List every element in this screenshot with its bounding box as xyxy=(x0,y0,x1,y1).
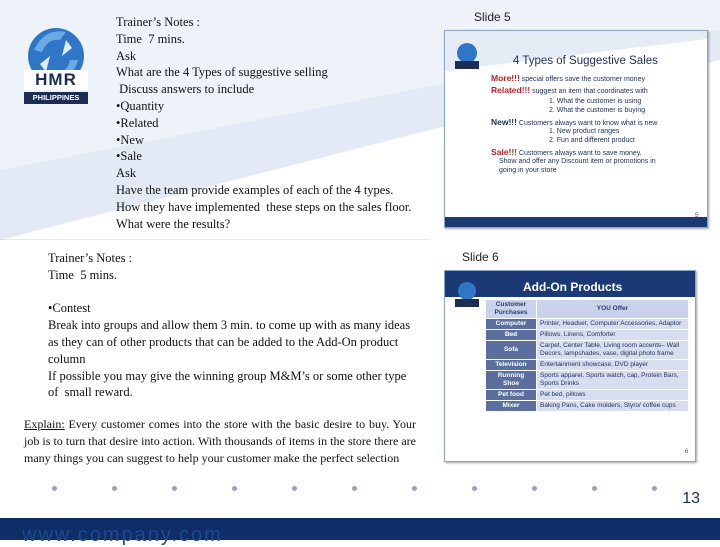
notes2-line: Break into groups and allow them 3 min. to come up with as many ideas as they can of other products that can be added to the Add-On product column xyxy=(48,318,414,366)
notes2-line: Time 5 mins. xyxy=(48,267,118,282)
notes1-line: •Sale xyxy=(116,149,142,164)
table-cell: Printer, Headset, Computer Accessories, Adaptor xyxy=(537,319,689,330)
table-cell: Sofa xyxy=(486,341,537,360)
slide-5-text: going in your store xyxy=(499,167,557,174)
table-header: YOU Offer xyxy=(537,300,689,319)
slide-5-text: 1. New product ranges xyxy=(549,128,620,135)
slide-5-keyword: Sale!!! xyxy=(491,147,517,157)
table-cell: Pet food xyxy=(486,390,537,401)
notes1-line: •New xyxy=(116,132,144,147)
table-cell: Bed xyxy=(486,330,537,341)
notes1-line: Discuss answers to include xyxy=(116,82,255,97)
notes1-line: What are the 4 Types of suggestive selling xyxy=(116,65,328,80)
slide-5-keyword: Related!!! xyxy=(491,85,531,95)
slide-5-text: 2. Fun and different product xyxy=(549,137,635,144)
footer-bar xyxy=(0,518,720,546)
notes1-line: •Related xyxy=(116,115,159,130)
slide-5-text: 1. What the customer is using xyxy=(549,98,642,105)
table-header: Customer Purchases xyxy=(486,300,537,319)
logo-name: HMR xyxy=(35,70,77,89)
slide-6-page-number: 6 xyxy=(685,449,689,455)
notes1-line: Ask xyxy=(116,48,137,63)
table-cell: Carpet, Center Table, Living room accents– Wall Decors, lampshades, vase, digital photo frame xyxy=(537,341,689,360)
notes1-line: Trainer’s Notes : xyxy=(116,15,201,29)
logo-subtitle: PHILIPPINES xyxy=(32,93,80,102)
table-cell: Entertainment showcase, DVD player xyxy=(537,360,689,371)
slide-5-keyword: More!!! xyxy=(491,73,520,83)
table-cell: Pillows, Linens, Comforter xyxy=(537,330,689,341)
table-cell: Television xyxy=(486,360,537,371)
slide-5-keyword: New!!! xyxy=(491,117,517,127)
explain-label: Explain: xyxy=(24,417,65,431)
table-cell: Sports apparel, Sports watch, cap, Protein Bars, Sports Drinks xyxy=(537,371,689,390)
slide-5-text: Customers always want to know what is new xyxy=(516,120,658,127)
slide-6-title: Add-On Products xyxy=(523,280,623,294)
slide-5-label: Slide 5 xyxy=(474,10,511,24)
table-cell: Running Shoe xyxy=(486,371,537,390)
table-cell: Baking Pans, Cake molders, Styro/ coffee cups xyxy=(537,401,689,412)
notes1-line: Ask xyxy=(116,166,137,181)
table-cell: Mixer xyxy=(486,401,537,412)
notes2-line: •Contest xyxy=(48,301,91,316)
explain-text: Every customer comes into the store with the basic desire to buy. Your job is to turn that desire into action. With thousands of items in the store there are many things you can suggest to help your customer make the perfect selection xyxy=(24,417,416,465)
page-number: 13 xyxy=(682,490,700,507)
slide-5-text: Customers always want to save money. xyxy=(516,150,642,157)
slide-6-label: Slide 6 xyxy=(462,250,499,264)
notes2-line: Trainer’s Notes : xyxy=(48,251,133,265)
notes1-line: Have the team provide examples of each of the 4 types. How they have implemented these steps on the sales floor. What were the results? xyxy=(116,182,415,231)
slide-5-title: 4 Types of Suggestive Sales xyxy=(513,55,658,67)
slide-5-text: special offers save the customer money xyxy=(519,76,645,83)
slide-5-text: Show and offer any Discount item or promotions in xyxy=(499,158,656,165)
table-cell: Pet bed, pillows xyxy=(537,390,689,401)
slide-5-text: 2. What the customer is buying xyxy=(549,107,646,114)
notes2-line: If possible you may give the winning group M&M’s or some other type of small reward. xyxy=(48,368,410,400)
slide-5-page-number: 5 xyxy=(695,213,699,219)
footer-url: www.company.com xyxy=(22,524,223,546)
notes1-line: Time 7 mins. xyxy=(116,31,186,46)
table-cell: Computer xyxy=(486,319,537,330)
notes1-line: •Quantity xyxy=(116,98,165,113)
slide-5-text: suggest an item that coordinates with xyxy=(530,88,648,95)
